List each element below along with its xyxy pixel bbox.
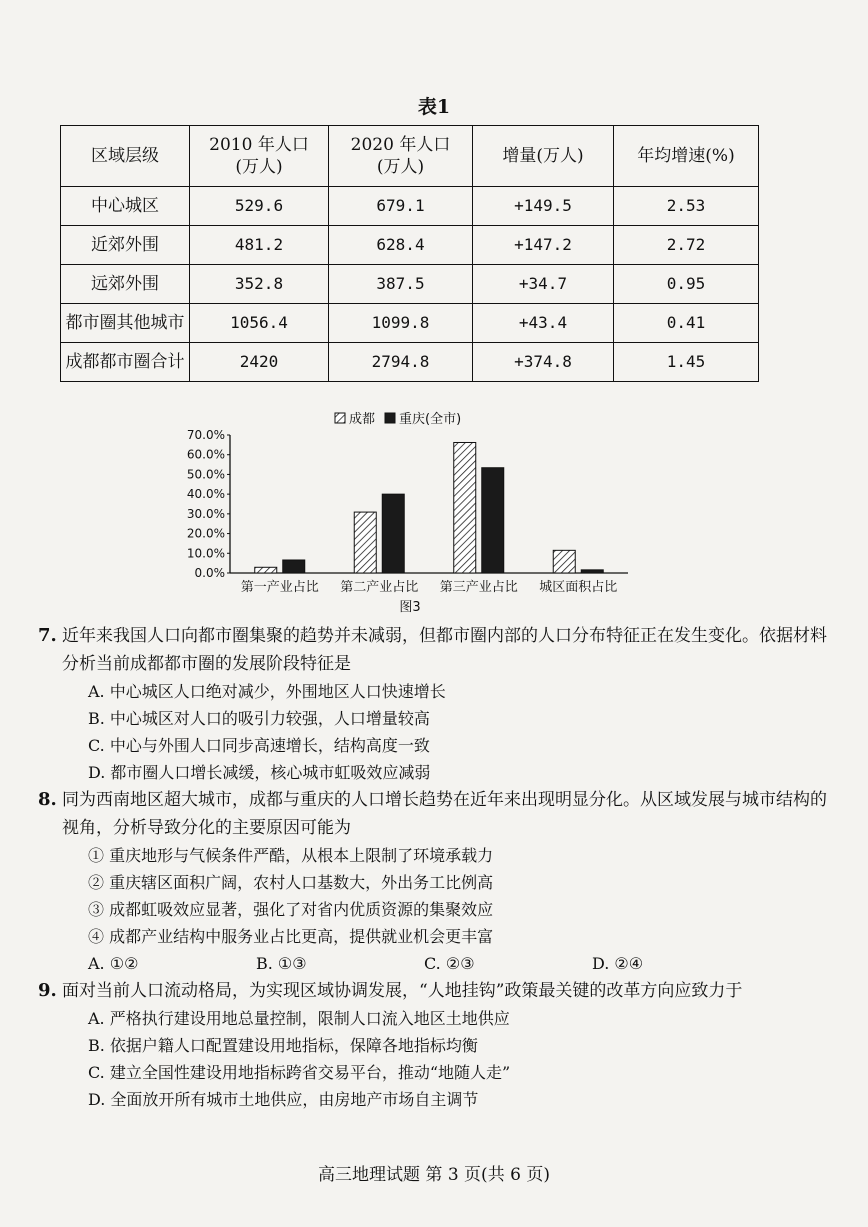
header-cell: 2010 年人口 (万人) [190,126,329,187]
question-number: 7. [38,625,57,646]
x-category-label: 城区面积占比 [539,580,618,595]
table-cell: 529.6 [190,187,329,226]
bar-chengdu [255,567,277,573]
bar-chengdu [454,442,476,573]
x-category-label: 第一产业占比 [240,580,319,595]
y-tick-label: 60.0% [186,447,225,462]
bar-chengdu [553,550,575,573]
legend-label-chengdu: 成都 [349,412,376,427]
table-cell: 352.8 [190,265,329,304]
statement-3: ③ 成都虹吸效应显著，强化了对省内优质资源的集聚效应 [88,900,494,919]
industry-bar-chart [170,405,650,620]
table-cell: +374.8 [473,343,614,382]
table-row [61,304,759,343]
table-cell: 2794.8 [329,343,473,382]
question-8 [38,786,838,842]
option-c[interactable]: C. 中心与外围人口同步高速增长，结构高度一致 [88,736,430,755]
x-category-label: 第三产业占比 [439,580,518,595]
table-cell: +147.2 [473,226,614,265]
table-cell: 远郊外围 [61,265,190,304]
y-tick-label: 30.0% [186,506,225,521]
question-number: 8. [38,789,57,810]
table-header-row [61,126,759,187]
questions-section [38,622,838,1113]
population-table [60,125,759,382]
legend-swatch-chongqing [385,413,395,423]
table-cell: 2.53 [614,187,759,226]
y-tick-label: 10.0% [186,546,225,561]
choice-row [88,950,838,977]
question-7 [38,622,838,678]
table-cell: 387.5 [329,265,473,304]
y-tick-label: 20.0% [186,526,225,541]
y-tick-label: 40.0% [186,487,225,502]
table-title: 表1 [417,96,451,118]
header-cell: 区域层级 [61,126,190,187]
table-row [61,226,759,265]
table-cell: 1056.4 [190,304,329,343]
bar-chongqing [283,560,305,573]
option-b[interactable]: B. 依据户籍人口配置建设用地指标，保障各地指标均衡 [88,1036,478,1055]
choice-d[interactable]: D. ②④ [592,954,644,973]
chart-svg [170,405,650,620]
question-9 [38,977,838,1005]
choice-c[interactable]: C. ②③ [424,954,475,973]
header-cell: 增量(万人) [473,126,614,187]
y-tick-label: 70.0% [186,428,225,442]
table-cell: 481.2 [190,226,329,265]
bar-chengdu [354,512,376,573]
x-category-label: 第二产业占比 [340,580,419,595]
y-tick-label: 0.0% [194,566,225,580]
question-stem: 同为西南地区超大城市，成都与重庆的人口增长趋势在近年来出现明显分化。从区域发展与城市结构的视角，分析导致分化的主要原因可能为 [62,790,827,838]
table-cell: 成都都市圈合计 [61,343,190,382]
table-cell: +149.5 [473,187,614,226]
question-number: 9. [38,980,57,1001]
option-d[interactable]: D. 都市圈人口增长减缓，核心城市虹吸效应减弱 [88,763,431,782]
table-cell: +34.7 [473,265,614,304]
question-stem: 面对当前人口流动格局，为实现区域协调发展，“人地挂钩”政策最关键的改革方向应致力于 [62,981,743,1001]
option-a[interactable]: A. 严格执行建设用地总量控制，限制人口流入地区土地供应 [88,1009,510,1028]
bar-chongqing [581,570,603,573]
option-d[interactable]: D. 全面放开所有城市土地供应，由房地产市场自主调节 [88,1090,479,1109]
table-cell: 1.45 [614,343,759,382]
bar-chongqing [482,468,504,573]
option-a[interactable]: A. 中心城区人口绝对减少，外围地区人口快速增长 [88,682,446,701]
statement-4: ④ 成都产业结构中服务业占比更高，提供就业机会更丰富 [88,927,494,946]
legend-swatch-chengdu [335,413,345,423]
table-cell: 1099.8 [329,304,473,343]
figure-caption: 图3 [399,600,421,615]
table-cell: 2420 [190,343,329,382]
table-row [61,343,759,382]
header-cell: 年均增速(%) [614,126,759,187]
option-b[interactable]: B. 中心城区对人口的吸引力较强，人口增量较高 [88,709,430,728]
page-footer: 高三地理试题 第 3 页(共 6 页) [318,1165,550,1185]
statement-1: ① 重庆地形与气候条件严酷，从根本上限制了环境承载力 [88,846,494,865]
header-cell: 2020 年人口 (万人) [329,126,473,187]
statement-2: ② 重庆辖区面积广阔，农村人口基数大，外出务工比例高 [88,873,494,892]
table-cell: +43.4 [473,304,614,343]
question-stem: 近年来我国人口向都市圈集聚的趋势并未减弱，但都市圈内部的人口分布特征正在发生变化。依据材料分析当前成都都市圈的发展阶段特征是 [62,626,827,674]
table-cell: 679.1 [329,187,473,226]
bar-chongqing [382,494,404,573]
choice-a[interactable]: A. ①② [88,954,139,973]
y-tick-label: 50.0% [186,467,225,482]
choice-b[interactable]: B. ①③ [256,954,307,973]
table-cell: 都市圈其他城市 [61,304,190,343]
table-cell: 2.72 [614,226,759,265]
table-cell: 0.41 [614,304,759,343]
table-row [61,187,759,226]
option-c[interactable]: C. 建立全国性建设用地指标跨省交易平台，推动“地随人走” [88,1063,511,1082]
table-row [61,265,759,304]
table-cell: 中心城区 [61,187,190,226]
table-cell: 近郊外围 [61,226,190,265]
table-cell: 628.4 [329,226,473,265]
table-cell: 0.95 [614,265,759,304]
legend-label-chongqing: 重庆(全市) [399,412,462,427]
